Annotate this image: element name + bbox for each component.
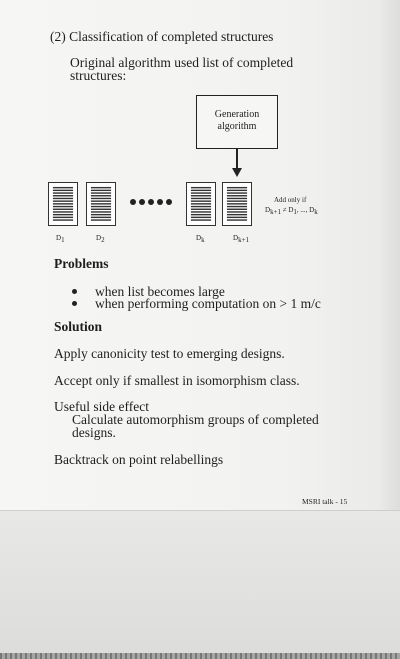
down-arrow-line [236, 148, 238, 170]
label-d1: D1 [56, 234, 65, 244]
bullet-icon [72, 301, 77, 306]
document-dk1-icon [222, 182, 252, 226]
bullet-icon [72, 289, 77, 294]
add-only-if-line-1: Add only if [274, 196, 307, 204]
add-only-if-line-2: Dk+1 ≠ D1, ..., Dk [265, 206, 318, 216]
label-dk: Dk [196, 234, 205, 244]
document-dk-icon [186, 182, 216, 226]
footer-page-label: MSRI talk - 15 [302, 497, 348, 506]
solution-para-3: Useful side effect [54, 399, 149, 414]
solution-para-3-detail-2: designs. [72, 425, 116, 440]
document-d2-icon [86, 182, 116, 226]
box-label-line-2: algorithm [217, 121, 257, 132]
solution-para-3-detail-1: Calculate automorphism groups of completed [72, 412, 319, 427]
label-dk1: Dk+1 [233, 234, 250, 244]
scanner-bottom-band [0, 510, 400, 659]
intro-line-2: structures: [70, 68, 127, 83]
down-arrow-head [232, 168, 242, 177]
intro-line-1: Original algorithm used list of completed [70, 55, 294, 70]
box-label-line-1: Generation [214, 109, 260, 120]
solution-para-1: Apply canonicity test to emerging designs. [54, 346, 285, 361]
problems-heading: Problems [54, 256, 109, 271]
ellipsis-dots [130, 199, 172, 205]
solution-heading: Solution [54, 319, 103, 334]
section-heading: (2) Classification of completed structures [50, 29, 274, 44]
solution-para-4: Backtrack on point relabellings [54, 452, 224, 467]
label-d2: D2 [96, 234, 105, 244]
generation-algorithm-box [196, 95, 278, 149]
problem-item-1: when list becomes large [95, 284, 225, 299]
document-d1-icon [48, 182, 78, 226]
solution-para-2: Accept only if smallest in isomorphism class. [54, 373, 300, 388]
problem-item-2: when performing computation on > 1 m/c [95, 296, 321, 311]
